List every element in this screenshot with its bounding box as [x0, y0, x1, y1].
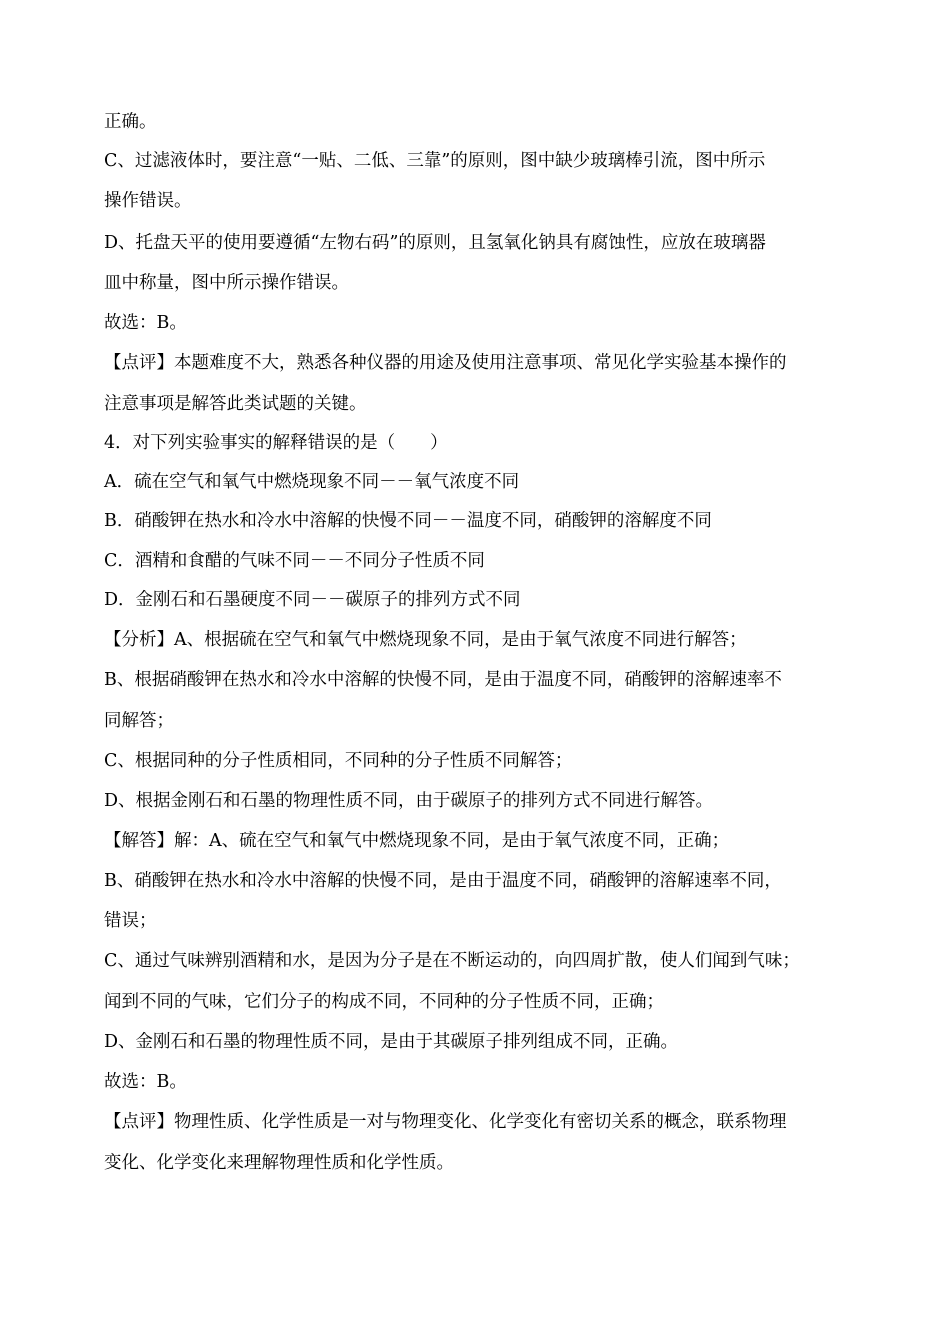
text-line: C、通过气味辨别酒精和水，是因为分子是在不断运动的，向四周扩散，使人们闻到气味；	[104, 951, 800, 971]
text-line: 【分析】A、根据硫在空气和氧气中燃烧现象不同，是由于氧气浓度不同进行解答；	[104, 630, 747, 650]
text-line: 【解答】解：A、硫在空气和氧气中燃烧现象不同，是由于氧气浓度不同，正确；	[104, 831, 730, 851]
text-line: 闻到不同的气味，它们分子的构成不同，不同种的分子性质不同，正确；	[104, 992, 664, 1012]
text-line: 同解答；	[104, 711, 174, 731]
text-line: C、过滤液体时，要注意“一贴、二低、三靠”的原则，图中缺少玻璃棒引流，图中所示	[104, 151, 766, 171]
text-line: D、金刚石和石墨的物理性质不同，是由于其碳原子排列组成不同，正确。	[104, 1032, 679, 1052]
text-line: 皿中称量，图中所示操作错误。	[104, 273, 349, 293]
text-line: D、根据金刚石和石墨的物理性质不同，由于碳原子的排列方式不同进行解答。	[104, 791, 714, 811]
text-line: 错误；	[104, 911, 157, 931]
question-stem: 4．对下列实验事实的解释错误的是（ ）	[104, 433, 448, 453]
text-line: C、根据同种的分子性质相同，不同种的分子性质不同解答；	[104, 751, 573, 771]
text-line: B、硝酸钾在热水和冷水中溶解的快慢不同，是由于温度不同，硝酸钾的溶解速率不同，	[104, 871, 782, 891]
text-line: 故选：B。	[104, 313, 187, 333]
text-line: 操作错误。	[104, 191, 192, 211]
text-line: 故选：B。	[104, 1072, 187, 1092]
option-a: A．硫在空气和氧气中燃烧现象不同－－氧气浓度不同	[104, 472, 520, 492]
text-line: 【点评】物理性质、化学性质是一对与物理变化、化学变化有密切关系的概念，联系物理	[104, 1112, 787, 1132]
option-d: D．金刚石和石墨硬度不同－－碳原子的排列方式不同	[104, 590, 521, 610]
text-line: 变化、化学变化来理解物理性质和化学性质。	[104, 1153, 454, 1173]
option-b: B．硝酸钾在热水和冷水中溶解的快慢不同－－温度不同，硝酸钾的溶解度不同	[104, 511, 712, 531]
text-line: D、托盘天平的使用要遵循“左物右码”的原则，且氢氧化钠具有腐蚀性，应放在玻璃器	[104, 233, 766, 253]
text-line: 【点评】本题难度不大，熟悉各种仪器的用途及使用注意事项、常见化学实验基本操作的	[104, 353, 787, 373]
text-line: B、根据硝酸钾在热水和冷水中溶解的快慢不同，是由于温度不同，硝酸钾的溶解速率不	[104, 670, 782, 690]
text-line: 注意事项是解答此类试题的关键。	[104, 394, 367, 414]
text-line: 正确。	[104, 112, 157, 132]
option-c: C．酒精和食醋的气味不同－－不同分子性质不同	[104, 551, 485, 571]
